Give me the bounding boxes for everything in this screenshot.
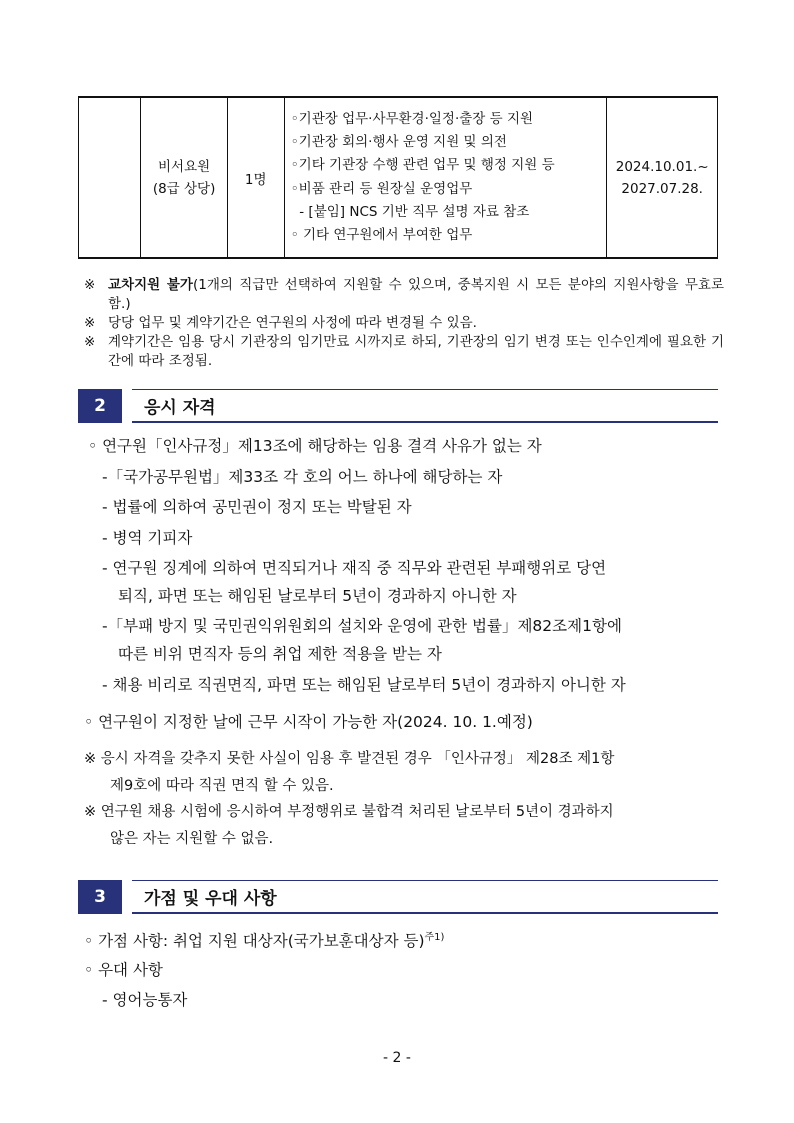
table-cell-empty	[79, 97, 141, 258]
duty-item: ◦기타 기관장 수행 관련 업무 및 행정 지원 등	[290, 157, 555, 174]
section-number: 3	[78, 880, 122, 914]
section-header-3	[78, 880, 718, 914]
duty-item: ◦기관장 회의·행사 운영 지원 및 의전	[290, 133, 507, 150]
eligibility-note: ※ 응시 자격을 갖추지 못한 사실이 임용 후 발견된 경우 「인사규정」 제28조 제1항	[84, 751, 615, 767]
page-number: - 2 -	[383, 1050, 411, 1066]
eligibility-note: 제9호에 따라 직권 면직 할 수 있음.	[110, 778, 334, 794]
duties-cell	[284, 97, 607, 258]
note-item	[84, 276, 724, 314]
headcount-cell: 1명	[227, 97, 284, 258]
eligibility-line: 따른 비위 면직자 등의 취업 제한 적용을 받는 자	[118, 645, 442, 663]
eligibility-line: -「국가공무원법」제33조 각 호의 어느 하나에 해당하는 자	[102, 468, 503, 486]
header-rule-top	[132, 389, 718, 390]
eligibility-line: - 법률에 의하여 공민권이 정지 또는 박탈된 자	[102, 498, 412, 516]
preference-item: - 영어능통자	[102, 991, 188, 1009]
notes-block	[84, 276, 724, 371]
section-title: 가점 및 우대 사항	[144, 889, 277, 909]
note-mark: ※	[84, 277, 96, 293]
eligibility-line: - 병역 기피자	[102, 529, 193, 547]
section-header-2	[78, 389, 718, 423]
eligibility-note: 않은 자는 지원할 수 없음.	[110, 831, 274, 847]
position-name: 비서요원	[158, 158, 211, 175]
eligibility-line: ◦ 연구원이 지정한 날에 근무 시작이 가능한 자(2024. 10. 1.예정)	[84, 713, 533, 731]
table-row	[79, 97, 718, 258]
position-cell	[141, 97, 227, 258]
note-item	[84, 314, 724, 333]
header-rule-top	[132, 880, 718, 881]
position-grade: (8급 상당)	[152, 180, 216, 197]
note-text: (1개의 직급만 선택하여 지원할 수 있으며, 중복지원 시 모든 분야의 지원사항을 무효로 함.)	[108, 277, 725, 312]
job-table	[78, 96, 718, 259]
note-item	[84, 333, 724, 371]
header-rule-bottom	[132, 912, 718, 914]
note-mark: ※	[84, 334, 96, 350]
duty-item: ◦ 기타 연구원에서 부여한 업무	[290, 227, 473, 244]
section-number: 2	[78, 389, 122, 423]
duty-item: ◦비품 관리 등 원장실 운영업무	[290, 180, 473, 197]
duty-item: ◦기관장 업무·사무환경·일정·출장 등 지원	[290, 110, 534, 127]
eligibility-note: ※ 연구원 채용 시험에 응시하여 부정행위로 불합격 처리된 날로부터 5년이 경과하지	[84, 804, 614, 820]
footnote-ref: 주1)	[424, 932, 445, 943]
eligibility-line: -「부패 방지 및 국민권익위원회의 설치와 운영에 관한 법률」제82조제1항에	[102, 617, 622, 635]
period-cell	[607, 97, 718, 258]
note-mark: ※	[84, 315, 96, 331]
duty-item: - [붙임] NCS 기반 직무 설명 자료 참조	[290, 203, 530, 220]
section-title: 응시 자격	[144, 398, 216, 418]
eligibility-line: 퇴직, 파면 또는 해임된 날로부터 5년이 경과하지 아니한 자	[118, 587, 517, 605]
preference-line: ◦ 우대 사항	[84, 961, 163, 979]
period-start: 2024.10.01.~	[615, 158, 709, 175]
eligibility-line: - 채용 비리로 직권면직, 파면 또는 해임된 날로부터 5년이 경과하지 아니한 자	[102, 676, 626, 694]
note-emphasis: 교차지원 불가	[108, 277, 193, 293]
note-text: 계약기간은 임용 당시 기관장의 임기만료 시까지로 하되, 기관장의 임기 변경 또는 인수인계에 필요한 기간에 따라 조정됨.	[108, 334, 724, 369]
eligibility-line: ◦ 연구원「인사규정」제13조에 해당하는 임용 결격 사유가 없는 자	[88, 437, 542, 455]
bonus-line: ◦ 가점 사항: 취업 지원 대상자(국가보훈대상자 등)$^{주1)}$	[84, 932, 445, 951]
eligibility-line: - 연구원 징계에 의하여 면직되거나 재직 중 직무와 관련된 부패행위로 당연	[102, 559, 607, 577]
period-end: 2027.07.28.	[621, 180, 703, 197]
note-text: 당당 업무 및 계약기간은 연구원의 사정에 따라 변경될 수 있음.	[108, 315, 477, 331]
header-rule-bottom	[132, 421, 718, 423]
